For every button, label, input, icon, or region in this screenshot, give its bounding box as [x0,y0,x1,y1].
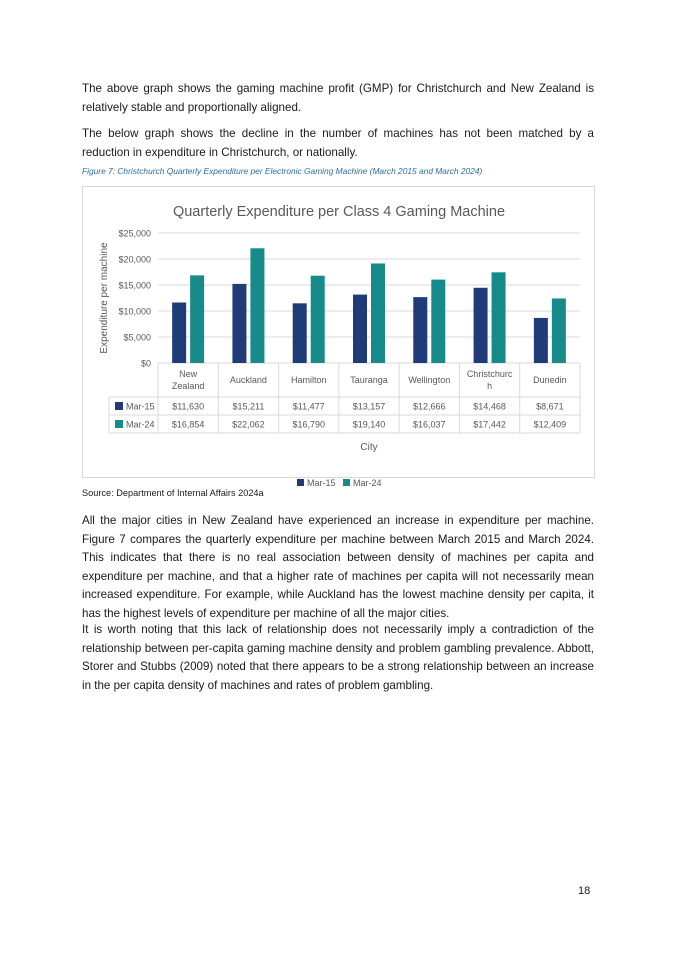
chart-title: Quarterly Expenditure per Class 4 Gaming Machine [172,204,506,220]
y-tick-label: $25,000 [118,228,151,239]
data-label: $14,468 [473,401,506,412]
y-tick-label: $10,000 [118,306,151,317]
data-label: $17,442 [473,419,506,430]
machines-paragraph: The below graph shows the decline in the number of machines has not been matched by a reduction in expenditure in Christchurch, or nationally. [82,127,594,159]
y-axis-label: Expenditure per machine [99,242,110,354]
bar-mar-24-new-zealand [190,275,204,363]
chart-canvas [83,187,596,488]
table-series-name: Mar-24 [126,419,155,430]
bar-mar-15-dunedin [534,318,548,363]
bar-mar-24-christchurch [492,272,506,363]
category-label: Hamilton [290,375,327,385]
data-label: $12,666 [413,401,446,412]
bar-mar-15-christchurch [474,288,488,363]
data-label: $16,854 [171,419,205,430]
bar-mar-15-new-zealand [172,303,186,363]
bar-mar-24-auckland [250,248,264,363]
bar-mar-15-tauranga [353,295,367,363]
data-label: $11,630 [172,401,205,412]
category-label: Christchurc [466,369,513,379]
data-label: $16,790 [292,419,325,430]
data-label: $22,062 [232,419,265,430]
category-label: Wellington [408,375,451,385]
category-label: Zealand [171,381,205,391]
intro-paragraph: The above graph shows the gaming machine profit (GMP) for Christchurch and New Zealand is relatively stable and proportionally aligned. [82,82,594,114]
legend-swatch [297,479,304,486]
figure-source: Source: Department of Internal Affairs 2024a [82,488,264,498]
bar-mar-24-dunedin [552,298,566,363]
page-number: 18 [578,885,591,897]
legend-label: Mar-15 [307,478,336,488]
y-tick-label: $0 [140,358,151,369]
legend-label: Mar-24 [353,478,382,488]
category-label: New [179,369,198,379]
table-series-name: Mar-15 [126,401,155,412]
table-legend-key [115,420,123,428]
data-label: $8,671 [536,401,564,412]
bar-mar-15-wellington [413,297,427,363]
category-label: Tauranga [350,375,388,385]
analysis-paragraph: All the major cities in New Zealand have experienced an increase in expenditure per machine. Figure 7 compares the quarterly expenditure per machine between March 2015 and March 2024. This indicates that there is no real association between density of machines per capita and expenditure per machine, and that a higher rate of machines per capita will not necessarily mean increased expenditure. For example, while Auckland has the lowest machine density per capita, it has the highest levels of expenditure per machine of all the major cities. [82,514,594,620]
figure-caption: Figure 7: Christchurch Quarterly Expenditure per Electronic Gaming Machine (March 2015 and March 2024) [82,166,483,176]
data-label: $19,140 [352,419,386,430]
data-label: $15,211 [232,401,265,412]
bar-mar-24-hamilton [311,276,325,363]
category-label: h [487,381,493,391]
data-label: $11,477 [292,401,325,412]
y-tick-label: $20,000 [118,254,151,265]
relationship-paragraph: It is worth noting that this lack of relationship does not necessarily imply a contradiction of the relationship between per-capita gaming machine density and problem gambling prevalence. Abbott, Storer and Stubbs (2009) noted that there appears to be a strong relationship between an increase in the per capita density of machines and rates of problem gambling. [82,623,594,692]
bar-mar-15-auckland [232,284,246,363]
data-label: $16,037 [413,419,446,430]
legend-swatch [343,479,350,486]
table-legend-key [115,402,123,410]
bar-mar-24-wellington [431,280,445,363]
expenditure-chart [82,186,595,488]
bar-mar-24-tauranga [371,263,385,363]
bar-mar-15-hamilton [293,303,307,363]
category-label: Dunedin [533,375,567,385]
y-tick-label: $5,000 [123,332,151,343]
y-tick-label: $15,000 [118,280,151,291]
x-axis-label: City [360,442,378,453]
category-label: Auckland [229,375,267,385]
data-label: $12,409 [533,419,567,430]
data-label: $13,157 [352,401,386,412]
